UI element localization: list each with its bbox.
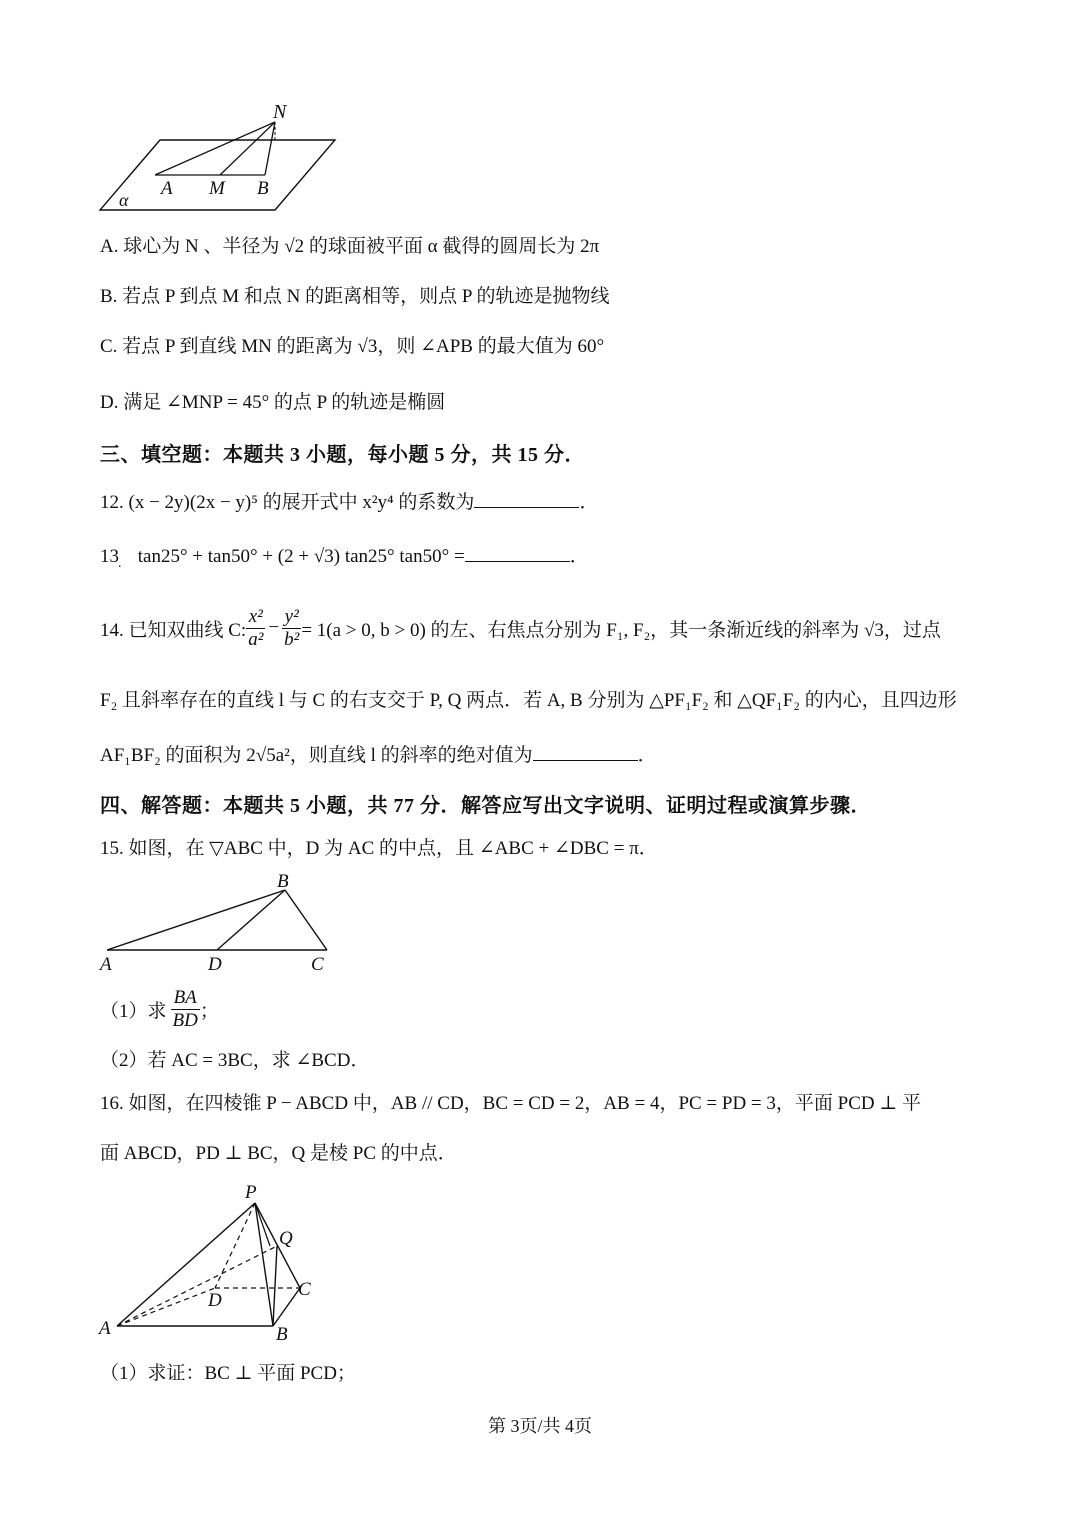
- q14-line3-text: AF₁BF₂ 的面积为 2√5a²，则直线 l 的斜率的绝对值为: [100, 745, 533, 766]
- q15-part1: [100, 982, 219, 1036]
- question-12: [100, 487, 598, 514]
- question-16-line2: 面 ABCD，PD ⊥ BC，Q 是棱 PC 的中点．: [100, 1143, 457, 1164]
- q15-frac-ba-bd: [171, 987, 200, 1032]
- label-B: B: [257, 178, 269, 199]
- q16-part1: （1）求证：BC ⊥ 平面 PCD；: [100, 1363, 356, 1384]
- pyr-label-Q: Q: [279, 1228, 293, 1249]
- question-13: [100, 541, 589, 568]
- q14-frac2-num: y²: [282, 606, 301, 629]
- q14-frac1-num: x²: [246, 606, 265, 629]
- q13-text: tan25° + tan50° + (2 + √3) tan25° tan50° =: [137, 546, 465, 567]
- tri-label-A: A: [100, 954, 112, 975]
- tri-label-B: B: [277, 871, 289, 892]
- q12-text: 12. (x − 2y)(2x − y)⁵ 的展开式中 x²y⁴ 的系数为: [100, 492, 475, 513]
- label-N: N: [273, 101, 287, 123]
- q14-frac1-den: a²: [248, 628, 264, 650]
- q12-answer-blank[interactable]: [474, 506, 579, 508]
- q14-answer-blank[interactable]: [533, 759, 638, 761]
- q14-frac-y2-b2: [282, 606, 301, 651]
- option-d: D. 满足 ∠MNP = 45° 的点 P 的轨迹是椭圆: [100, 392, 446, 413]
- figure-plane-alpha: [95, 100, 345, 218]
- question-16-line1: 16. 如图，在四棱锥 P − ABCD 中，AB // CD，BC = CD = 2，AB = 4，PC = PD = 3，平面 PCD ⊥ 平: [100, 1093, 921, 1114]
- pyr-label-C: C: [298, 1279, 311, 1300]
- q13-answer-blank[interactable]: [465, 560, 570, 562]
- figure-pyramid: [95, 1178, 335, 1343]
- q12-end: ．: [579, 492, 599, 513]
- q14-minus: −: [268, 617, 280, 638]
- option-b: B. 若点 P 到点 M 和点 N 的距离相等，则点 P 的轨迹是抛物线: [100, 286, 610, 307]
- pyr-label-A: A: [99, 1318, 111, 1339]
- page-footer: 第 3页/共 4页: [487, 1416, 592, 1436]
- pyr-label-B: B: [276, 1324, 288, 1343]
- question-14-line2: F₂ 且斜率存在的直线 l 与 C 的右支交于 P, Q 两点．若 A, B 分别为 △PF₁F₂ 和 △QF₁F₂ 的内心，且四边形: [100, 690, 957, 711]
- q14-frac-x2-a2: [246, 606, 265, 651]
- pyr-label-D: D: [208, 1290, 222, 1311]
- section3-heading: 三、填空题：本题共 3 小题，每小题 5 分，共 15 分．: [100, 444, 585, 466]
- tri-label-C: C: [311, 954, 324, 975]
- figure-triangle-abc: [95, 870, 345, 975]
- option-a: A. 球心为 N 、半径为 √2 的球面被平面 α 截得的圆周长为 2π: [100, 236, 600, 257]
- q15-frac-den: BD: [172, 1009, 198, 1031]
- q15-frac-num: BA: [171, 987, 200, 1010]
- tri-label-D: D: [208, 954, 222, 975]
- q15-part2: （2）若 AC = 3BC，求 ∠BCD．: [100, 1050, 370, 1071]
- question-15: 15. 如图，在 ▽ABC 中，D 为 AC 的中点，且 ∠ABC + ∠DBC = π．: [100, 838, 658, 859]
- q13-end: ．: [569, 546, 589, 567]
- q14-post: = 1(a > 0, b > 0) 的左、右焦点分别为 F₁, F₂，其一条渐近线的斜率为 √3，过点: [301, 619, 941, 641]
- q13-num: 13: [100, 546, 119, 567]
- q15-p1-post: ；: [199, 1000, 219, 1022]
- label-M: M: [209, 178, 225, 199]
- section4-heading: 四、解答题：本题共 5 小题，共 77 分．解答应写出文字说明、证明过程或演算步骤．: [100, 795, 871, 817]
- question-14-line1: [100, 600, 941, 656]
- pyr-label-P: P: [245, 1182, 257, 1203]
- label-A: A: [161, 178, 173, 199]
- q13-stray-dot: .: [118, 556, 122, 571]
- question-14-line3: [100, 740, 657, 767]
- q14-end: ．: [637, 745, 657, 766]
- q15-p1-pre: （1）求: [100, 1000, 167, 1022]
- option-c: C. 若点 P 到直线 MN 的距离为 √3，则 ∠APB 的最大值为 60°: [100, 336, 605, 357]
- label-alpha: α: [119, 190, 129, 210]
- q14-pre: 14. 已知双曲线 C:: [100, 619, 247, 641]
- q14-frac2-den: b²: [284, 628, 300, 650]
